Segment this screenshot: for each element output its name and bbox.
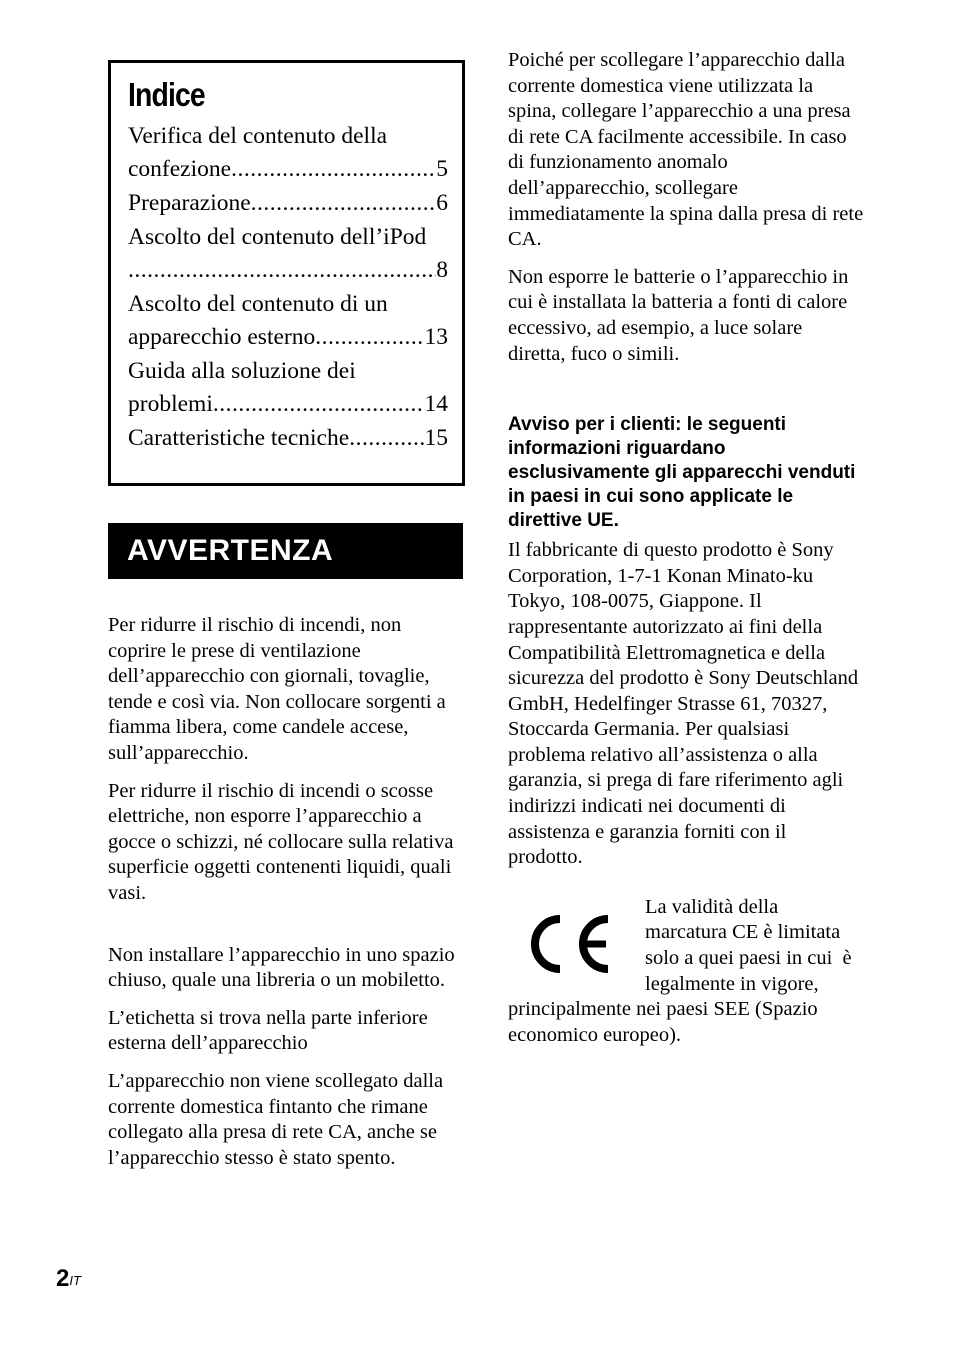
warning-paragraph: Per ridurre il rischio di incendi o scosse elettriche, non esporre l’apparecchio a gocce o schizzi, né collocare sulla relativa superficie oggetti contenenti liquidi, quali vasi. (108, 779, 454, 904)
toc-entry[interactable] (128, 120, 448, 186)
body-paragraph: Poiché per scollegare l’apparecchio dalla corrente domestica viene utilizzata la spina, collegare l’apparecchio a una presa di rete CA facilmente accessibile. In caso di funzionamento anomalo dell’apparecchio, scollegare immediatamente la spina dalla presa di rete CA. (508, 49, 864, 251)
index-title: Indice (128, 76, 205, 113)
toc-entry[interactable] (128, 288, 448, 354)
toc-leader-dots (213, 388, 425, 421)
toc-entry-line: Ascolto del contenuto dell’iPod (128, 224, 427, 250)
ce-text-line: legalmente in vigore, (645, 972, 819, 995)
toc-page-number: 13 (424, 324, 448, 350)
toc-leader-dots (349, 422, 424, 455)
eu-notice-text: Il fabbricante di questo prodotto è Sony Corporation, 1-7-1 Konan Minato-ku Tokyo, 108-0075, Giappone. Il rappresentante autorizzato ai fini della Compatibilità Elettromagnetica e della sicurezza del prodotto è Sony Deutschland GmbH, Hedelfinger Strasse 61, 70327, Stoccarda Germania. Per qualsiasi problema relativo all’assistenza o alla garanzia, si prega di fare riferimento agli indirizzi indicati nei documenti di assistenza e garanzia forniti con il prodotto. (508, 539, 859, 869)
toc-leader-dots (315, 321, 424, 354)
page-number-value: 2 (56, 1265, 70, 1292)
page-language-suffix: IT (69, 1273, 81, 1288)
warning-paragraph: L’etichetta si trova nella parte inferiore esterna dell’apparecchio (108, 1006, 428, 1055)
toc-entry-label: apparecchio esterno (128, 324, 316, 350)
toc-entry-line: Guida alla soluzione dei (128, 358, 356, 384)
warning-paragraph: Non installare l’apparecchio in uno spazio chiuso, quale una libreria o un mobiletto. (108, 943, 455, 992)
toc-entry-line: Verifica del contenuto della (128, 123, 388, 149)
toc-page-number: 6 (436, 190, 448, 216)
eu-notice-heading: Avviso per i clienti: le seguenti informazioni riguardano esclusivamente gli apparecchi venduti in paesi in cui sono applicate le direttive UE. (508, 414, 856, 532)
toc-page-number: 8 (436, 257, 448, 283)
ce-text-line: marcatura CE è limitata (645, 921, 841, 944)
ce-section (508, 895, 864, 1049)
warning-paragraph: Per ridurre il rischio di incendi, non coprire le prese di ventilazione dell’apparecchio con giornali, tovaglie, tende e così via. Non collocare sorgenti a fiamma libera, come candele accese, sull’apparecchio. (108, 614, 446, 764)
toc-page-number: 14 (424, 391, 448, 417)
toc-entry-label: Preparazione (128, 190, 251, 216)
toc-entry[interactable] (128, 422, 448, 455)
toc-entry-label: problemi (128, 391, 213, 417)
left-column (108, 60, 464, 1171)
right-column (508, 48, 864, 1048)
toc-entry-label: Caratteristiche tecniche (128, 425, 350, 451)
toc-leader-dots (251, 187, 437, 220)
ce-mark-icon (520, 911, 612, 977)
toc-entry[interactable] (128, 187, 448, 220)
toc-page-number: 15 (424, 425, 448, 451)
warning-heading: AVVERTENZA (127, 534, 334, 567)
page-number (56, 1264, 81, 1294)
ce-text-line: La validità della (645, 895, 779, 918)
body-paragraph: Non esporre le batterie o l’apparecchio in cui è installata la batteria a fonti di calore eccessivo, ad esempio, a luce solare diretta, fuco o simili. (508, 265, 849, 365)
warning-paragraph: L’apparecchio non viene scollegato dalla corrente domestica fintanto che rimane collegato alla presa di rete CA, anche se l’apparecchio stesso è stato spento. (108, 1069, 444, 1169)
toc-leader-dots (231, 153, 436, 186)
warning-banner (108, 523, 463, 579)
ce-text-tail: principalmente nei paesi SEE (Spazio economico europeo). (508, 998, 818, 1046)
toc-entry[interactable] (128, 221, 448, 287)
toc-page-number: 5 (436, 156, 448, 182)
index-box (108, 60, 465, 486)
toc-entry-line: Ascolto del contenuto di un (128, 291, 388, 317)
toc-entry[interactable] (128, 355, 448, 421)
toc-entry-label: confezione (128, 156, 232, 182)
toc-leader-dots (128, 254, 436, 287)
ce-text-line: solo a quei paesi in cui è (645, 947, 852, 970)
